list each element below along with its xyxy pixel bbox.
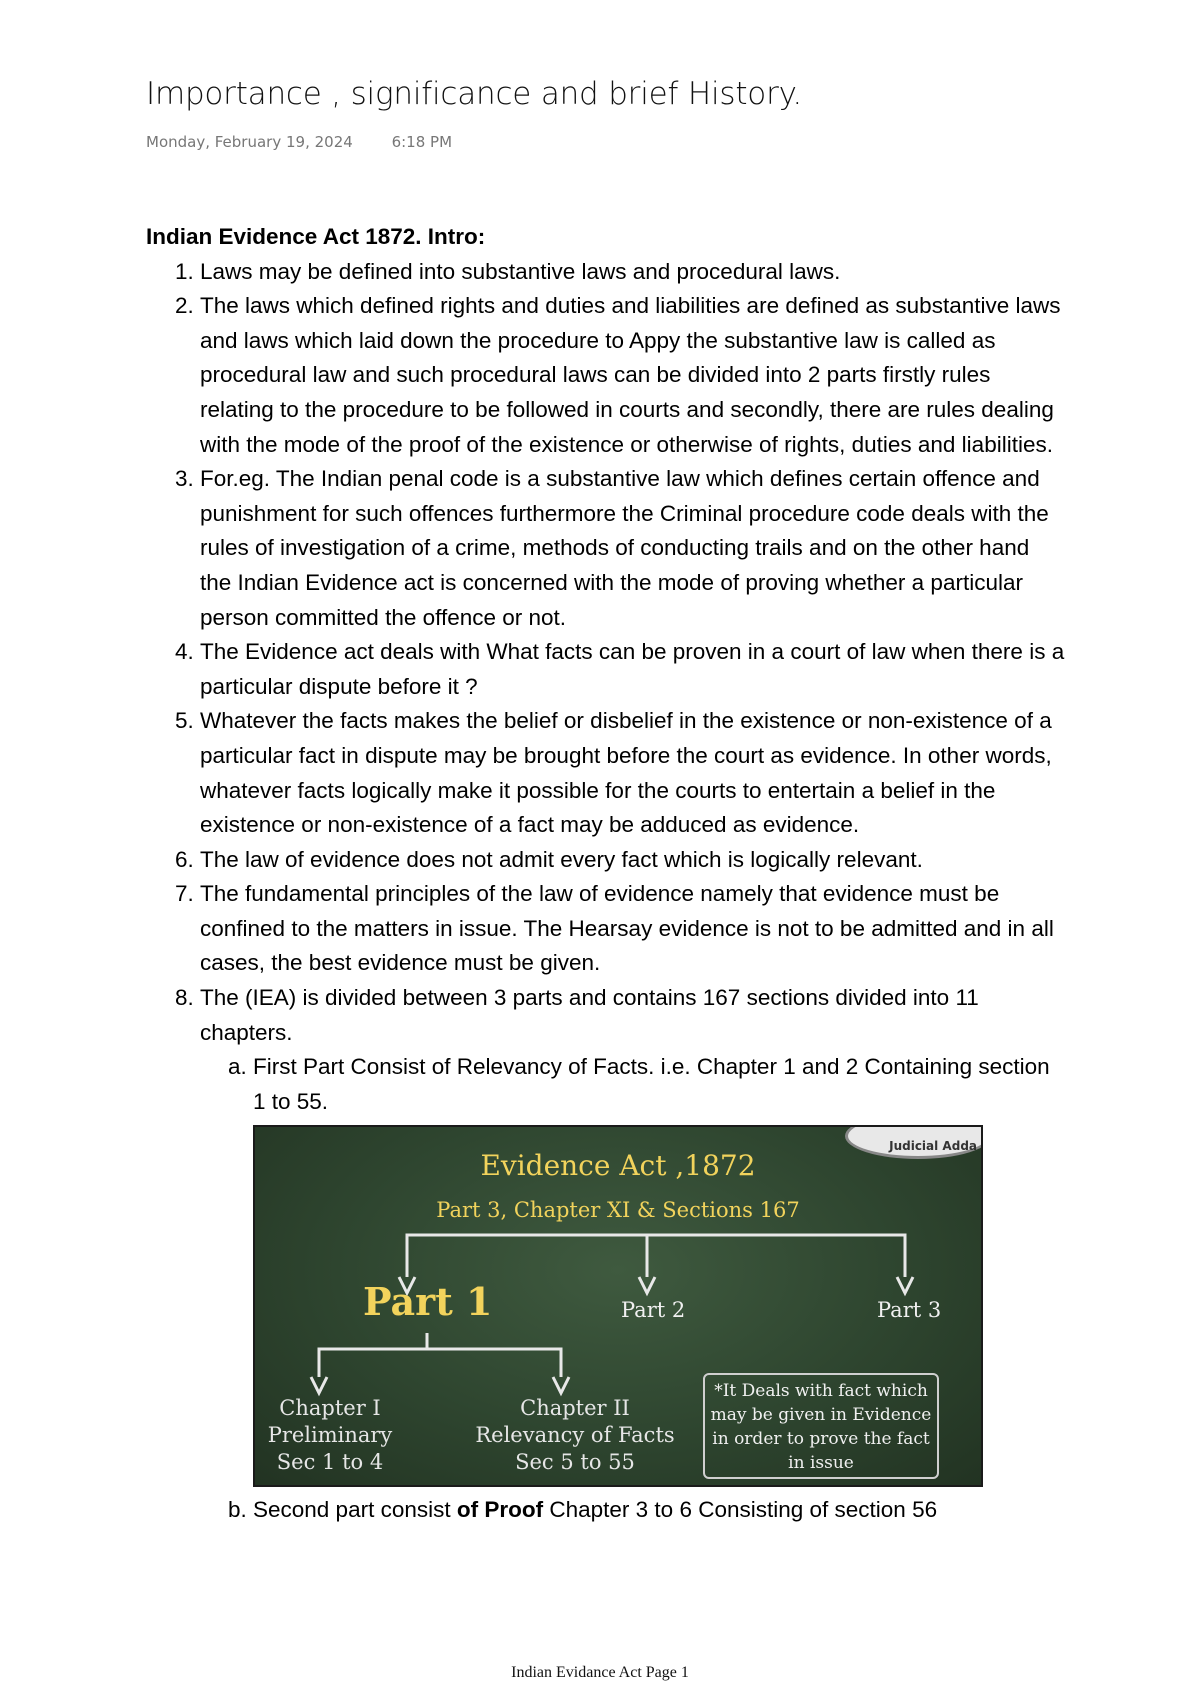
top-branch-line <box>407 1235 905 1277</box>
diagram-note: *It Deals with fact which may be given in Evidence in order to prove the fact in issue <box>703 1373 939 1479</box>
chapter-2-sections: Sec 5 to 55 <box>515 1450 635 1475</box>
sub-list-item <box>253 1493 1066 1528</box>
evidence-act-diagram-image <box>253 1125 983 1487</box>
list-item: 6. The law of evidence does not admit every fact which is logically relevant. <box>200 843 1066 878</box>
part-3-label: Part 3 <box>877 1298 942 1323</box>
list-item: 7. The fundamental principles of the law of evidence namely that evidence must be confined to the matters in issue. The Hearsay evidence is not to be admitted and in all cases, the best evidence must be given. <box>200 877 1066 981</box>
sub-item-b-pre: Second part consist <box>253 1497 457 1523</box>
page-footer: Indian Evidance Act Page 1 <box>511 1664 689 1681</box>
sub-item-b-post: Chapter 3 to 6 Consisting of section 56 <box>543 1497 938 1523</box>
arrow-down-icon <box>639 1277 655 1293</box>
part-1-label: Part 1 <box>363 1279 493 1325</box>
chapter-2-desc: Relevancy of Facts <box>475 1423 675 1448</box>
chapter-1-sections: Sec 1 to 4 <box>276 1450 384 1475</box>
chapter-1-name: Chapter I <box>279 1396 381 1421</box>
chapter-1-desc: Preliminary <box>267 1423 393 1448</box>
arrow-down-icon <box>311 1377 327 1393</box>
right-sub-branch-line <box>427 1349 561 1377</box>
list-item: 1. Laws may be defined into substantive laws and procedural laws. <box>200 255 1066 290</box>
diagram-subtitle: Part 3, Chapter XI & Sections 167 <box>436 1198 800 1223</box>
list-item-text: The (IEA) is divided between 3 parts and contains 167 sections divided into 11 chapters. <box>200 985 979 1045</box>
section-heading: Indian Evidence Act 1872. Intro: <box>146 224 486 249</box>
numbered-list <box>146 255 1066 1528</box>
sub-list-item <box>253 1050 1066 1487</box>
page-meta <box>146 133 452 151</box>
diagram-title: Evidence Act ,1872 <box>480 1149 756 1183</box>
sub-item-b-bold: of Proof <box>456 1497 544 1523</box>
list-item: 5. Whatever the facts makes the belief or disbelief in the existence or non-existence of a particular fact in dispute may be brought before the court as evidence. In other words, whatever facts logically make it possible for the courts to entertain a belief in the existence or non-existence of a fact may be adduced as evidence. <box>200 704 1066 842</box>
list-item <box>200 981 1066 1528</box>
page-date: Monday, February 19, 2024 <box>146 133 353 151</box>
note-content <box>146 220 1066 1528</box>
logo-text: Judicial Adda <box>889 1139 977 1154</box>
chapter-1-box <box>255 1395 405 1476</box>
list-item: 4. The Evidence act deals with What facts can be proven in a court of law when there is a particular dispute before it ? <box>200 635 1066 704</box>
arrow-down-icon <box>897 1277 913 1293</box>
sub-list <box>200 1050 1066 1528</box>
list-item: 3. For.eg. The Indian penal code is a substantive law which defines certain offence and punishment for such offences furthermore the Criminal procedure code deals with the rules of investigation of a crime, methods of conducting trails and on the other hand the Indian Evidence act is concerned with the mode of proving whether a particular person committed the offence or not. <box>200 462 1066 635</box>
page-title: Importance , significance and brief History. <box>146 76 802 112</box>
chapter-2-name: Chapter II <box>520 1396 630 1421</box>
chapter-2-box <box>465 1395 685 1476</box>
arrow-down-icon <box>553 1377 569 1393</box>
left-sub-branch-line <box>319 1333 427 1377</box>
part-2-label: Part 2 <box>621 1298 686 1323</box>
sub-item-a-text: First Part Consist of Relevancy of Facts. i.e. Chapter 1 and 2 Containing section 1 to 55. <box>253 1054 1050 1114</box>
list-item: 2. The laws which defined rights and duties and liabilities are defined as substantive laws and laws which laid down the procedure to Appy the substantive law is called as procedural law and such procedural laws can be divided into 2 parts firstly rules relating to the procedure to be followed in courts and secondly, there are rules dealing with the mode of the proof of the existence or otherwise of rights, duties and liabilities. <box>200 289 1066 462</box>
page-time: 6:18 PM <box>391 133 453 151</box>
